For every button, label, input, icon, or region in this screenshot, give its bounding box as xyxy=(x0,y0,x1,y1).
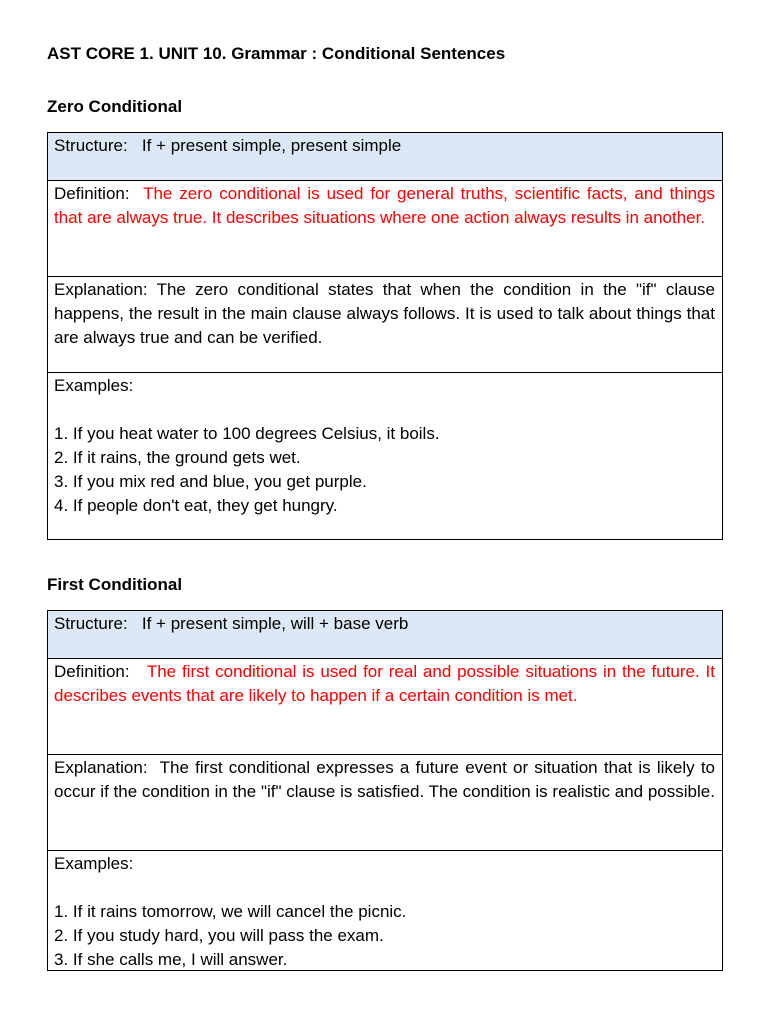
structure-label: Structure: xyxy=(54,136,128,155)
example-item: 4. If people don't eat, they get hungry. xyxy=(54,496,338,515)
explanation-label: Explanation: xyxy=(54,280,148,299)
structure-text: If + present simple, will + base verb xyxy=(141,614,409,633)
structure-row xyxy=(48,611,722,659)
example-item: 1. If it rains tomorrow, we will cancel the picnic. xyxy=(54,902,407,921)
document-title: AST CORE 1. UNIT 10. Grammar : Conditional Sentences xyxy=(47,44,506,63)
definition-label: Definition: xyxy=(54,662,130,681)
explanation-text: The zero conditional states that when the condition in the "if" clause happens, the result in the main clause always follows. It is used to talk about things that are always true and can be verified. xyxy=(54,280,715,347)
example-item: 3. If she calls me, I will answer. xyxy=(54,950,288,969)
definition-text: The first conditional is used for real and possible situations in the future. It describes events that are likely to happen if a certain condition is met. xyxy=(54,662,715,705)
structure-label: Structure: xyxy=(54,614,128,633)
example-item: 1. If you heat water to 100 degrees Celsius, it boils. xyxy=(54,424,440,443)
examples-list xyxy=(54,422,715,518)
explanation-row xyxy=(48,755,722,851)
section-heading-first-conditional: First Conditional xyxy=(47,575,183,594)
example-item: 2. If you study hard, you will pass the exam. xyxy=(54,926,384,945)
structure-row xyxy=(48,133,722,181)
explanation-row xyxy=(48,277,722,373)
definition-text: The zero conditional is used for general truths, scientific facts, and things that are always true. It describes situations where one action always results in another. xyxy=(54,184,715,227)
examples-label: Examples: xyxy=(54,376,134,395)
definition-label: Definition: xyxy=(54,184,130,203)
examples-row xyxy=(48,851,722,970)
examples-list xyxy=(54,900,715,972)
explanation-label: Explanation: xyxy=(54,758,148,777)
structure-text: If + present simple, present simple xyxy=(141,136,402,155)
examples-label: Examples: xyxy=(54,854,134,873)
examples-row xyxy=(48,373,722,539)
first-conditional-table xyxy=(47,610,723,971)
definition-row xyxy=(48,181,722,277)
definition-row xyxy=(48,659,722,755)
zero-conditional-table xyxy=(47,132,723,540)
explanation-text: The first conditional expresses a future event or situation that is likely to occur if the condition in the "if" clause is satisfied. The condition is realistic and possible. xyxy=(54,758,715,801)
section-heading-zero-conditional: Zero Conditional xyxy=(47,97,183,116)
example-item: 2. If it rains, the ground gets wet. xyxy=(54,448,301,467)
example-item: 3. If you mix red and blue, you get purple. xyxy=(54,472,367,491)
